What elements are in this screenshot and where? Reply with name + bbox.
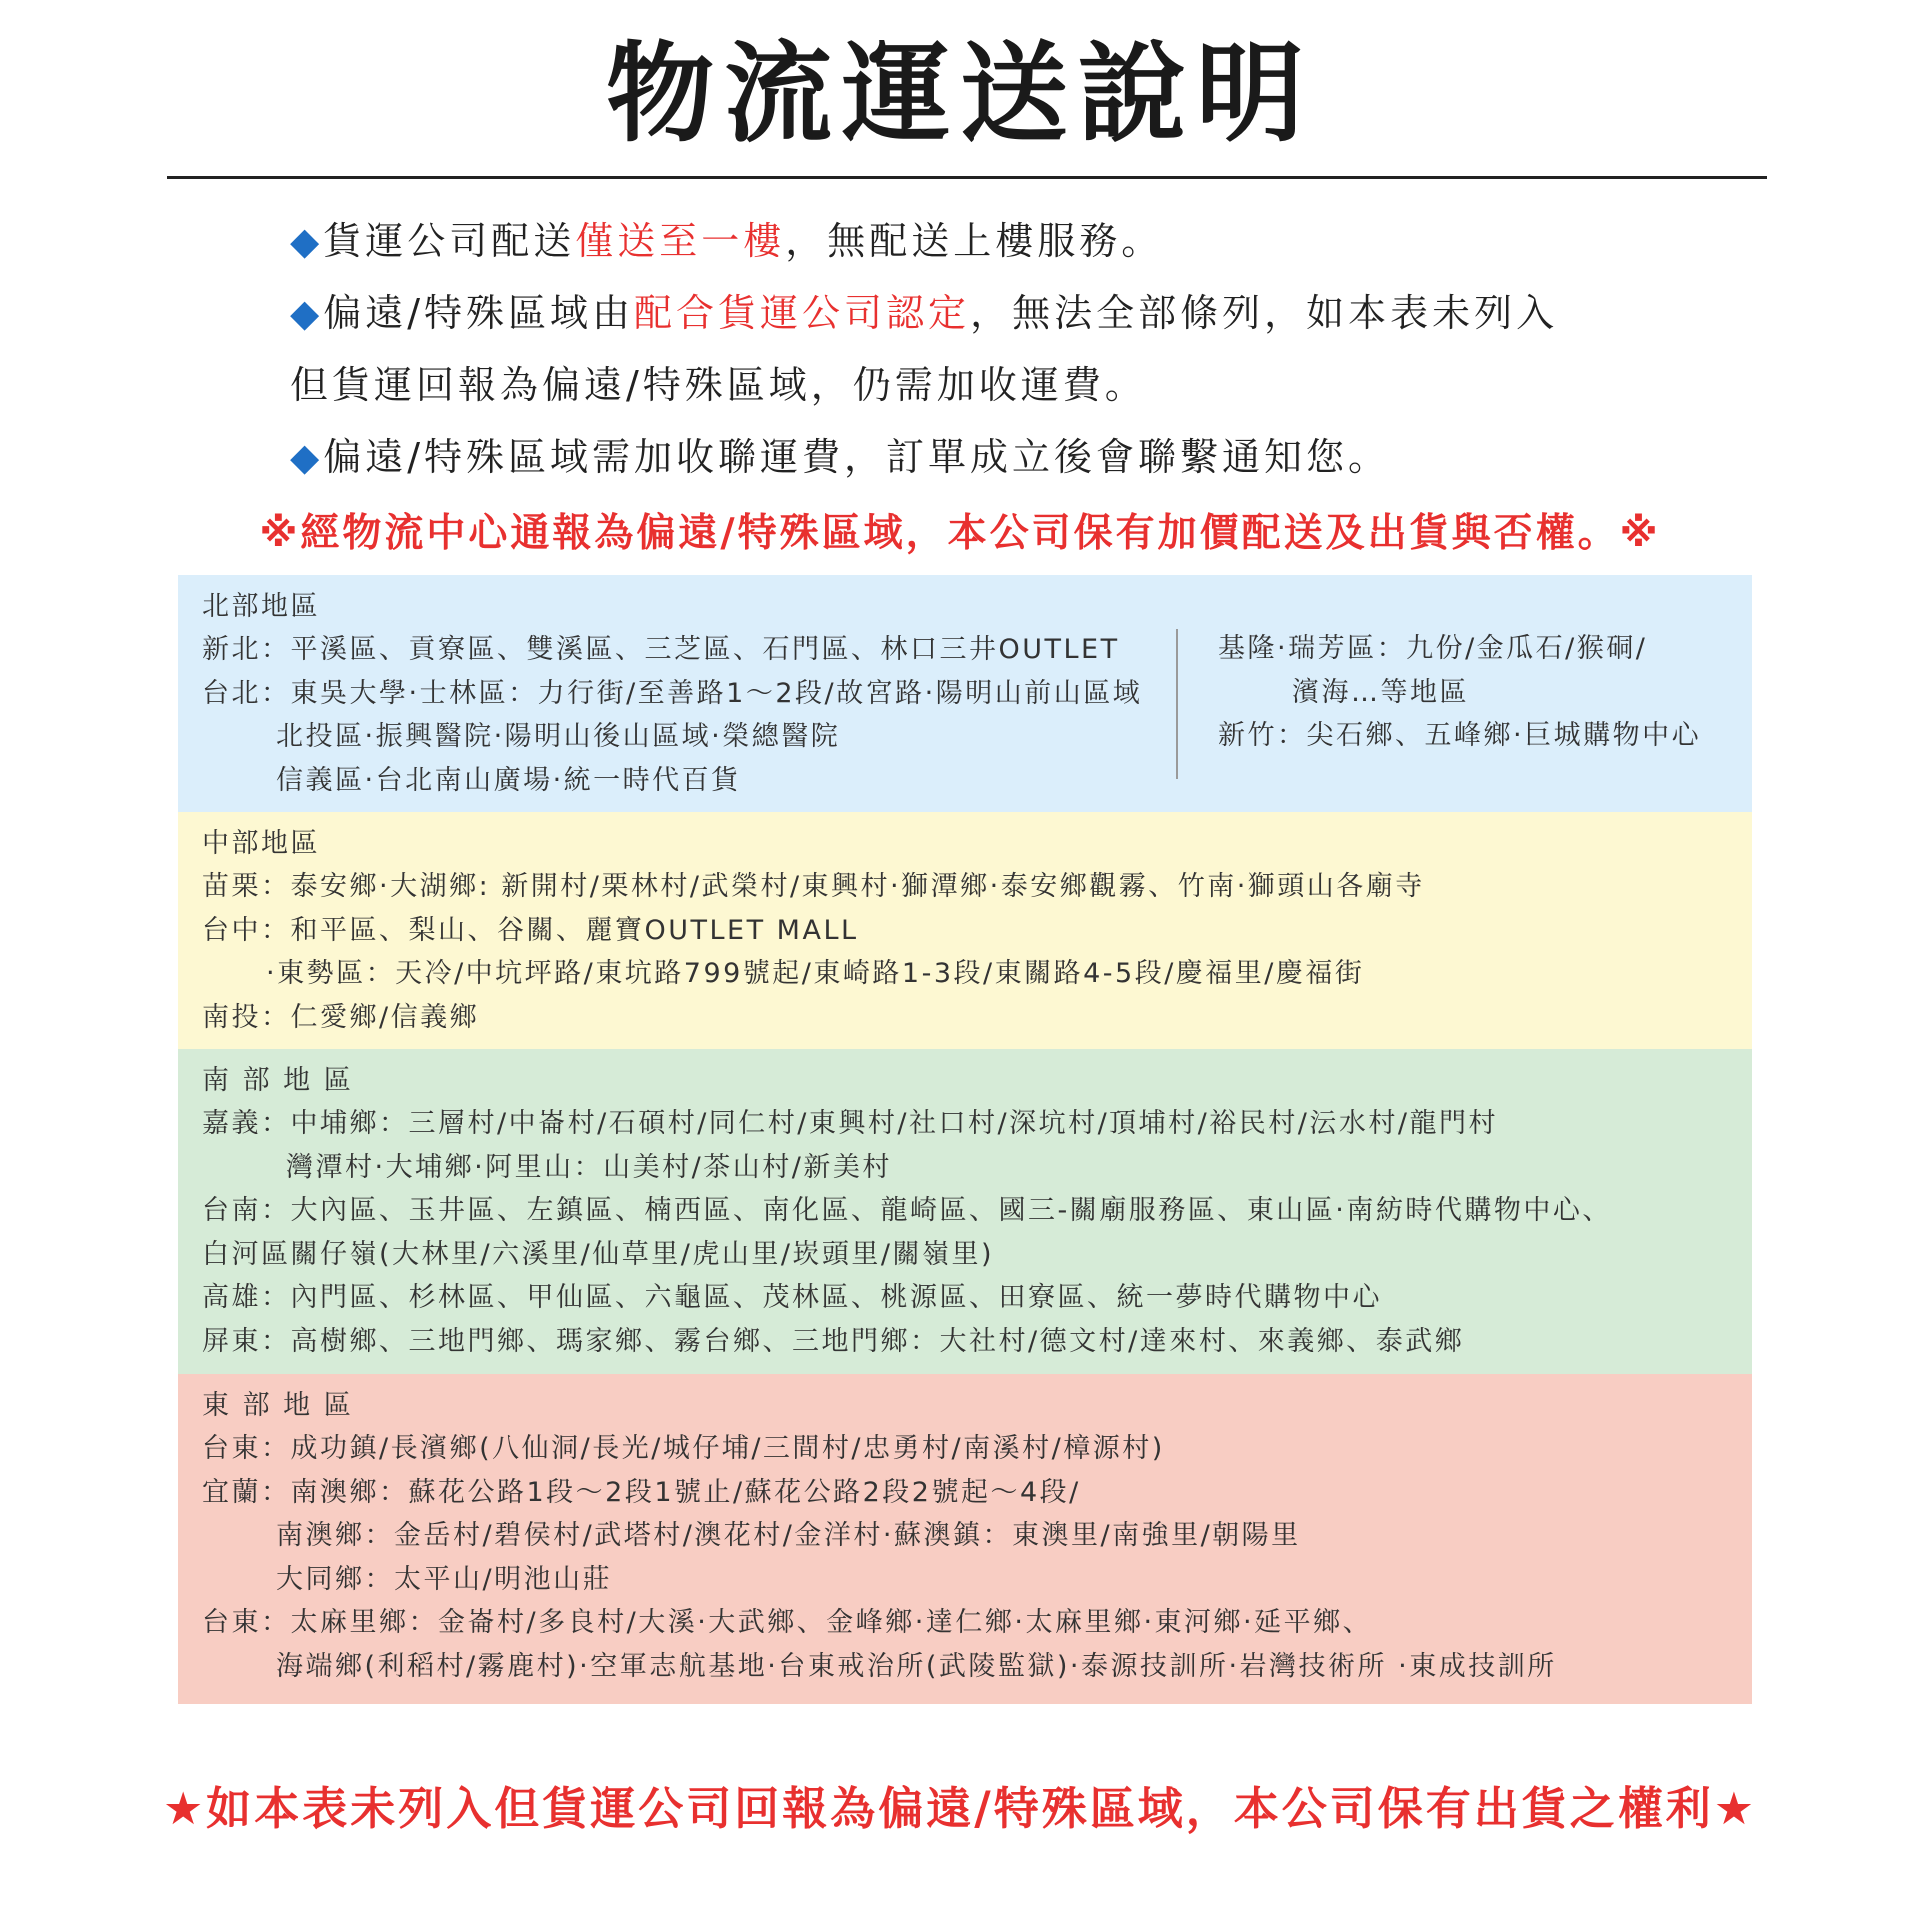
- regions-table: [178, 575, 1752, 1704]
- region-south: [178, 1049, 1752, 1374]
- region-line: 新北：平溪區、貢寮區、雙溪區、三芝區、石門區、林口三井OUTLET: [202, 634, 1120, 665]
- region-north: [178, 575, 1752, 812]
- region-line: 台北：東吳大學‧士林區：力行街/至善路1～2段/故宮路‧陽明山前山區域: [202, 677, 1143, 709]
- region-line: 高雄：內門區、杉林區、甲仙區、六龜區、茂林區、桃源區、田寮區、統一夢時代購物中心: [202, 1282, 1382, 1313]
- region-east: [178, 1374, 1752, 1704]
- region-line: 台中：和平區、梨山、谷關、麗寶OUTLET MALL: [202, 914, 859, 946]
- note-extra-fee: [290, 428, 1770, 500]
- region-line: 台南：大內區、玉井區、左鎮區、楠西區、南化區、龍崎區、國三-關廟服務區、東山區‧南紡時代購物中心、: [202, 1195, 1612, 1226]
- region-title: 中部地區: [202, 828, 320, 859]
- note-text: ，無法全部條列，如本表未列入: [970, 291, 1559, 335]
- region-title: 北部地區: [202, 591, 320, 622]
- region-line: 南澳鄉：金岳村/碧侯村/武塔村/澳花村/金洋村‧蘇澳鎮：東澳里/南強里/朝陽里: [276, 1520, 1301, 1551]
- note-text: ，無配送上樓服務。: [785, 219, 1164, 263]
- region-line: 南投：仁愛鄉/信義鄉: [202, 1001, 480, 1033]
- north-right-column: [1218, 627, 1738, 758]
- region-line: 信義區‧台北南山廣場‧統一時代百貨: [276, 764, 741, 796]
- note-floor-delivery: [290, 212, 1770, 284]
- diamond-bullet-icon: ◆: [290, 435, 324, 479]
- region-line: 台東：成功鎮/長濱鄉(八仙洞/長光/城仔埔/三間村/忠勇村/南溪村/樟源村): [202, 1433, 1165, 1464]
- region-line: 嘉義：中埔鄉：三層村/中崙村/石碩村/同仁村/東興村/社口村/深坑村/頂埔村/裕民村/沄水村/龍門村: [202, 1108, 1498, 1139]
- title-divider: [167, 176, 1767, 179]
- region-title: 南 部 地 區: [202, 1065, 354, 1096]
- note-text: 偏遠/特殊區域由: [323, 291, 635, 335]
- diamond-bullet-icon: ◆: [290, 219, 324, 263]
- note-text: 貨運公司配送: [323, 219, 576, 263]
- page-title: 物流運送說明: [605, 32, 1314, 157]
- region-line: 濱海…等地區: [1292, 676, 1469, 708]
- region-line: 基隆‧瑞芳區：九份/金瓜石/猴硐/: [1218, 633, 1648, 664]
- region-line: 白河區關仔嶺(大林里/六溪里/仙草里/虎山里/崁頭里/關嶺里): [202, 1238, 995, 1270]
- region-line: 新竹：尖石鄉、五峰鄉‧巨城購物中心: [1218, 720, 1702, 751]
- region-line: 大同鄉：太平山/明池山莊: [276, 1563, 613, 1595]
- region-central: [178, 812, 1752, 1049]
- column-divider: [1176, 629, 1178, 779]
- region-line: 灣潭村‧大埔鄉‧阿里山：山美村/茶山村/新美村: [286, 1151, 892, 1183]
- note-highlight: 僅送至一樓: [575, 219, 786, 263]
- region-line: 苗栗：泰安鄉‧大湖鄉: 新開村/栗林村/武榮村/東興村‧獅潭鄉‧泰安鄉觀霧、竹南‧獅頭山各廟寺: [202, 871, 1425, 902]
- region-line: 宜蘭：南澳鄉：蘇花公路1段～2段1號止/蘇花公路2段2號起～4段/: [202, 1476, 1081, 1508]
- note-remote-area-continued: 但貨運回報為偏遠/特殊區域，仍需加收運費。: [290, 363, 1147, 407]
- region-line: 屏東：高樹鄉、三地門鄉、瑪家鄉、霧台鄉、三地門鄉：大社村/德文村/達來村、來義鄉、泰武鄉: [202, 1325, 1465, 1357]
- warning-text: ※經物流中心通報為偏遠/特殊區域，本公司保有加價配送及出貨與否權。※: [259, 511, 1661, 556]
- region-line: 海端鄉(利稻村/霧鹿村)‧空軍志航基地‧台東戒治所(武陵監獄)‧泰源技訓所‧岩灣技術所 ‧東成技訓所: [276, 1650, 1557, 1682]
- region-title: 東 部 地 區: [202, 1390, 354, 1421]
- note-remote-area: [290, 284, 1770, 356]
- north-left-column: [202, 585, 1162, 802]
- note-highlight: 配合貨運公司認定: [634, 291, 971, 335]
- diamond-bullet-icon: ◆: [290, 291, 324, 335]
- region-line: 北投區‧振興醫院‧陽明山後山區域‧榮總醫院: [276, 721, 841, 752]
- region-line: ‧東勢區：天冷/中坑坪路/東坑路799號起/東崎路1-3段/東關路4-5段/慶福里/慶福街: [266, 958, 1365, 989]
- bottom-note: ★如本表未列入但貨運公司回報為偏遠/特殊區域，本公司保有出貨之權利★: [162, 1782, 1758, 1835]
- note-text: 偏遠/特殊區域需加收聯運費，訂單成立後會聯繫通知您。: [323, 435, 1391, 479]
- notes-section: [290, 212, 1770, 500]
- region-line: 台東：太麻里鄉：金崙村/多良村/大溪‧大武鄉、金峰鄉‧達仁鄉‧太麻里鄉‧東河鄉‧延平鄉、: [202, 1607, 1373, 1638]
